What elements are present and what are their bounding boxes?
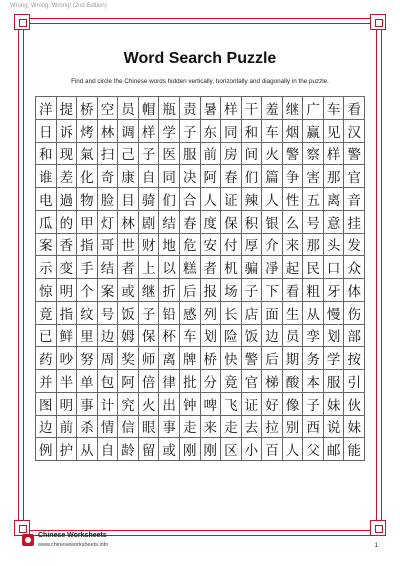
grid-cell[interactable]: 车 <box>262 120 283 143</box>
grid-cell[interactable]: 民 <box>303 256 324 279</box>
grid-cell[interactable]: 那 <box>324 165 345 188</box>
grid-cell[interactable]: 能 <box>344 438 365 461</box>
grid-cell[interactable]: 子 <box>139 302 160 325</box>
page-title: Word Search Puzzle <box>123 50 277 67</box>
grid-cell[interactable]: 车 <box>180 325 201 348</box>
grid-cell[interactable]: 下 <box>262 279 283 302</box>
grid-cell[interactable]: 边 <box>98 325 119 348</box>
grid-cell[interactable]: 务 <box>303 347 324 370</box>
grid-cell[interactable]: 分 <box>201 370 222 393</box>
grid-cell[interactable]: 情 <box>98 416 119 439</box>
grid-cell[interactable]: 后 <box>180 279 201 302</box>
grid-cell[interactable]: 林 <box>118 211 139 234</box>
grid-cell[interactable]: 者 <box>201 256 222 279</box>
grid-cell[interactable]: 干 <box>242 97 263 120</box>
grid-cell[interactable]: 同 <box>159 165 180 188</box>
grid-cell[interactable]: 个 <box>77 279 98 302</box>
grid-cell[interactable]: 走 <box>180 416 201 439</box>
grid-cell[interactable]: 师 <box>139 347 160 370</box>
grid-cell[interactable]: 那 <box>303 234 324 257</box>
grid-cell[interactable]: 過 <box>57 188 78 211</box>
grid-cell[interactable]: 样 <box>139 120 160 143</box>
header-note: Wrong, Wrong, Wrong! (2nd Edition) <box>10 3 107 9</box>
footer-brand: Chinese Worksheets <box>38 532 107 539</box>
grid-cell[interactable]: 保 <box>221 211 242 234</box>
grid-cell[interactable]: 合 <box>180 188 201 211</box>
grid-cell[interactable]: 本 <box>303 370 324 393</box>
grid-cell[interactable]: 烟 <box>283 120 304 143</box>
grid-cell[interactable]: 继 <box>139 279 160 302</box>
grid-cell[interactable]: 刚 <box>201 438 222 461</box>
grid-cell[interactable]: 生 <box>283 302 304 325</box>
grid-cell[interactable]: 香 <box>57 234 78 257</box>
grid-cell[interactable]: 子 <box>303 393 324 416</box>
grid-cell[interactable]: 别 <box>283 416 304 439</box>
grid-cell[interactable]: 上 <box>139 256 160 279</box>
grid-cell[interactable]: 出 <box>159 393 180 416</box>
grid-cell[interactable]: 春 <box>221 165 242 188</box>
grid-cell[interactable]: 继 <box>283 97 304 120</box>
grid-cell[interactable]: 说 <box>324 416 345 439</box>
grid-cell[interactable]: 父 <box>303 438 324 461</box>
grid-cell[interactable]: 意 <box>324 211 345 234</box>
word-search-grid <box>35 96 365 461</box>
grid-cell[interactable]: 百 <box>262 438 283 461</box>
grid-cell[interactable]: 已 <box>36 325 57 348</box>
grid-cell[interactable]: 竟 <box>36 302 57 325</box>
grid-cell[interactable]: 警 <box>283 143 304 166</box>
grid-cell[interactable]: 篇 <box>262 165 283 188</box>
grid-cell[interactable]: 桥 <box>77 97 98 120</box>
grid-cell[interactable]: 瓶 <box>159 97 180 120</box>
grid-cell[interactable]: 机 <box>221 256 242 279</box>
grid-cell[interactable]: 小 <box>242 438 263 461</box>
grid-cell[interactable]: 险 <box>221 325 242 348</box>
grid-cell[interactable]: 体 <box>344 279 365 302</box>
grid-cell[interactable]: 结 <box>98 256 119 279</box>
grid-cell[interactable]: 妹 <box>344 416 365 439</box>
grid-cell[interactable]: 氣 <box>77 143 98 166</box>
grid-cell[interactable]: 图 <box>36 393 57 416</box>
grid-cell[interactable]: 官 <box>242 370 263 393</box>
grid-cell[interactable]: 帽 <box>139 97 160 120</box>
page-number: 1 <box>374 543 378 549</box>
grid-cell[interactable]: 离 <box>324 188 345 211</box>
grid-cell[interactable]: 变 <box>57 256 78 279</box>
footer-url[interactable]: www.chineseworksheets.info <box>38 542 109 548</box>
grid-cell[interactable]: 划 <box>324 325 345 348</box>
grid-cell[interactable]: 扫 <box>98 143 119 166</box>
grid-cell[interactable]: 或 <box>159 438 180 461</box>
grid-cell[interactable]: 察 <box>303 143 324 166</box>
grid-cell[interactable]: 部 <box>344 325 365 348</box>
grid-cell[interactable]: 房 <box>221 143 242 166</box>
grid-cell[interactable]: 来 <box>283 234 304 257</box>
grid-cell[interactable]: 瓜 <box>36 211 57 234</box>
grid-cell[interactable]: 刚 <box>180 438 201 461</box>
grid-cell[interactable]: 安 <box>201 234 222 257</box>
grid-cell[interactable]: 走 <box>221 416 242 439</box>
grid-cell[interactable]: 长 <box>221 302 242 325</box>
grid-cell[interactable]: 样 <box>221 97 242 120</box>
grid-cell[interactable]: 财 <box>139 234 160 257</box>
instructions: Find and circle the Chinese words hidden vertically, horizontally and diagonally in the puzzle. <box>71 78 329 85</box>
grid-cell[interactable]: 留 <box>139 438 160 461</box>
grid-cell[interactable]: 事 <box>159 416 180 439</box>
grid-cell[interactable]: 辣 <box>242 188 263 211</box>
grid-cell[interactable]: 按 <box>344 347 365 370</box>
grid-cell[interactable]: 电 <box>36 188 57 211</box>
grid-cell[interactable]: 见 <box>324 120 345 143</box>
grid-cell[interactable]: 示 <box>36 256 57 279</box>
grid-cell[interactable]: 拉 <box>262 416 283 439</box>
grid-cell[interactable]: 警 <box>344 143 365 166</box>
grid-cell[interactable]: 以 <box>159 256 180 279</box>
grid-cell[interactable]: 案 <box>98 279 119 302</box>
grid-cell[interactable]: 折 <box>159 279 180 302</box>
grid-cell[interactable]: 己 <box>118 143 139 166</box>
grid-cell[interactable]: 介 <box>262 234 283 257</box>
grid-cell[interactable]: 像 <box>283 393 304 416</box>
grid-cell[interactable]: 争 <box>283 165 304 188</box>
grid-cell[interactable]: 差 <box>57 165 78 188</box>
grid-cell[interactable]: 倍 <box>139 370 160 393</box>
grid-cell[interactable]: 学 <box>324 347 345 370</box>
grid-cell[interactable]: 物 <box>77 188 98 211</box>
grid-cell[interactable]: 诉 <box>57 120 78 143</box>
grid-cell[interactable]: 广 <box>303 97 324 120</box>
grid-cell[interactable]: 银 <box>262 211 283 234</box>
grid-cell[interactable]: 付 <box>221 234 242 257</box>
grid-cell[interactable]: 护 <box>57 438 78 461</box>
grid-cell[interactable]: 车 <box>324 97 345 120</box>
grid-cell[interactable]: 暑 <box>201 97 222 120</box>
grid-cell[interactable]: 汉 <box>344 120 365 143</box>
grid-cell[interactable]: 信 <box>118 416 139 439</box>
grid-cell[interactable]: 里 <box>77 325 98 348</box>
grid-cell[interactable]: 龄 <box>118 438 139 461</box>
grid-cell[interactable]: 慢 <box>324 302 345 325</box>
grid-cell[interactable]: 钟 <box>180 393 201 416</box>
grid-cell[interactable]: 眼 <box>139 416 160 439</box>
grid-cell[interactable]: 样 <box>324 143 345 166</box>
grid-cell[interactable]: 律 <box>159 370 180 393</box>
grid-cell[interactable]: 现 <box>57 143 78 166</box>
grid-cell[interactable]: 边 <box>262 325 283 348</box>
grid-cell[interactable]: 调 <box>118 120 139 143</box>
grid-cell[interactable]: 骗 <box>242 256 263 279</box>
grid-cell[interactable]: 度 <box>201 211 222 234</box>
grid-cell[interactable]: 们 <box>159 188 180 211</box>
grid-cell[interactable]: 杯 <box>159 325 180 348</box>
grid-cell[interactable]: 周 <box>98 347 119 370</box>
grid-cell[interactable]: 明 <box>57 279 78 302</box>
grid-cell[interactable]: 事 <box>77 393 98 416</box>
grid-cell[interactable]: 责 <box>180 97 201 120</box>
grid-cell[interactable]: 羞 <box>262 97 283 120</box>
grid-cell[interactable]: 或 <box>118 279 139 302</box>
grid-cell[interactable]: 员 <box>283 325 304 348</box>
grid-cell[interactable]: 奇 <box>98 165 119 188</box>
grid-cell[interactable]: 去 <box>242 416 263 439</box>
grid-cell[interactable]: 火 <box>262 143 283 166</box>
grid-cell[interactable]: 医 <box>159 143 180 166</box>
grid-cell[interactable]: 引 <box>344 370 365 393</box>
grid-cell[interactable]: 危 <box>180 234 201 257</box>
grid-cell[interactable]: 提 <box>57 97 78 120</box>
grid-cell[interactable]: 西 <box>303 416 324 439</box>
grid-cell[interactable]: 鲜 <box>57 325 78 348</box>
grid-cell[interactable]: 日 <box>36 120 57 143</box>
corner-ornament-top-left <box>14 14 30 30</box>
grid-cell[interactable]: 决 <box>180 165 201 188</box>
grid-cell[interactable]: 离 <box>159 347 180 370</box>
grid-cell[interactable]: 包 <box>98 370 119 393</box>
grid-cell[interactable]: 饭 <box>242 325 263 348</box>
grid-cell[interactable]: 害 <box>303 165 324 188</box>
grid-cell[interactable]: 阿 <box>201 165 222 188</box>
grid-cell[interactable]: 明 <box>57 393 78 416</box>
grid-cell[interactable]: 康 <box>118 165 139 188</box>
grid-cell[interactable]: 店 <box>242 302 263 325</box>
grid-cell[interactable]: 世 <box>118 234 139 257</box>
grid-cell[interactable]: 警 <box>242 347 263 370</box>
grid-cell[interactable]: 人 <box>283 438 304 461</box>
grid-cell[interactable]: 阿 <box>118 370 139 393</box>
grid-cell[interactable]: 牙 <box>324 279 345 302</box>
grid-cell[interactable]: 批 <box>180 370 201 393</box>
grid-cell[interactable]: 众 <box>344 256 365 279</box>
grid-cell[interactable]: 惊 <box>36 279 57 302</box>
grid-cell[interactable]: 看 <box>344 97 365 120</box>
grid-cell[interactable]: 飞 <box>221 393 242 416</box>
grid-cell[interactable]: 化 <box>77 165 98 188</box>
grid-cell[interactable]: 看 <box>283 279 304 302</box>
grid-cell[interactable]: 来 <box>201 416 222 439</box>
grid-cell[interactable]: 员 <box>118 97 139 120</box>
grid-cell[interactable]: 口 <box>324 256 345 279</box>
grid-cell[interactable]: 脸 <box>98 188 119 211</box>
corner-ornament-bottom-right <box>370 520 386 536</box>
grid-cell[interactable]: 积 <box>242 211 263 234</box>
grid-cell[interactable]: 邮 <box>324 438 345 461</box>
grid-cell[interactable]: 子 <box>242 279 263 302</box>
grid-cell[interactable]: 列 <box>201 302 222 325</box>
grid-cell[interactable]: 洋 <box>36 97 57 120</box>
grid-cell[interactable]: 纹 <box>77 302 98 325</box>
grid-cell[interactable]: 头 <box>324 234 345 257</box>
grid-cell[interactable]: 半 <box>57 370 78 393</box>
grid-cell[interactable]: 案 <box>36 234 57 257</box>
grid-cell[interactable]: 东 <box>201 120 222 143</box>
grid-cell[interactable]: 前 <box>57 416 78 439</box>
grid-cell[interactable]: 证 <box>221 188 242 211</box>
grid-cell[interactable]: 剧 <box>139 211 160 234</box>
grid-cell[interactable]: 么 <box>283 211 304 234</box>
grid-cell[interactable]: 甲 <box>77 211 98 234</box>
brand-logo-icon <box>22 534 34 546</box>
grid-cell[interactable]: 究 <box>118 393 139 416</box>
grid-cell[interactable]: 饭 <box>118 302 139 325</box>
grid-cell[interactable]: 糕 <box>180 256 201 279</box>
grid-cell[interactable]: 凈 <box>262 256 283 279</box>
grid-cell[interactable]: 酸 <box>283 370 304 393</box>
grid-cell[interactable]: 谁 <box>36 165 57 188</box>
grid-cell[interactable]: 间 <box>242 143 263 166</box>
grid-cell[interactable]: 期 <box>283 347 304 370</box>
grid-cell[interactable]: 梯 <box>262 370 283 393</box>
grid-cell[interactable]: 从 <box>77 438 98 461</box>
grid-cell[interactable]: 子 <box>139 143 160 166</box>
grid-cell[interactable]: 音 <box>344 188 365 211</box>
grid-cell[interactable]: 孪 <box>303 325 324 348</box>
grid-cell[interactable]: 发 <box>344 234 365 257</box>
grid-cell[interactable]: 号 <box>98 302 119 325</box>
grid-cell[interactable]: 计 <box>98 393 119 416</box>
grid-cell[interactable]: 号 <box>303 211 324 234</box>
grid-cell[interactable]: 们 <box>242 165 263 188</box>
grid-cell[interactable]: 前 <box>201 143 222 166</box>
grid-cell[interactable]: 人 <box>262 188 283 211</box>
grid-cell[interactable]: 竟 <box>221 370 242 393</box>
grid-cell[interactable]: 起 <box>283 256 304 279</box>
grid-cell[interactable]: 子 <box>180 120 201 143</box>
grid-cell[interactable]: 者 <box>118 256 139 279</box>
grid-cell[interactable]: 服 <box>324 370 345 393</box>
corner-ornament-top-right <box>370 14 386 30</box>
grid-cell[interactable]: 快 <box>221 347 242 370</box>
grid-cell[interactable]: 妹 <box>324 393 345 416</box>
grid-cell[interactable]: 服 <box>180 143 201 166</box>
grid-cell[interactable]: 药 <box>36 347 57 370</box>
grid-cell[interactable]: 性 <box>283 188 304 211</box>
grid-cell[interactable]: 五 <box>303 188 324 211</box>
grid-cell[interactable]: 面 <box>262 302 283 325</box>
grid-cell[interactable]: 保 <box>139 325 160 348</box>
grid-cell[interactable]: 林 <box>98 120 119 143</box>
grid-cell[interactable]: 好 <box>262 393 283 416</box>
grid-cell[interactable]: 挂 <box>344 211 365 234</box>
grid-cell[interactable]: 骑 <box>139 188 160 211</box>
grid-cell[interactable]: 场 <box>221 279 242 302</box>
grid-cell[interactable]: 并 <box>36 370 57 393</box>
grid-cell[interactable]: 的 <box>57 211 78 234</box>
grid-cell[interactable]: 牌 <box>180 347 201 370</box>
grid-cell[interactable]: 杀 <box>77 416 98 439</box>
grid-cell[interactable]: 证 <box>242 393 263 416</box>
grid-cell[interactable]: 人 <box>201 188 222 211</box>
grid-cell[interactable]: 报 <box>201 279 222 302</box>
grid-cell[interactable]: 手 <box>77 256 98 279</box>
grid-cell[interactable]: 地 <box>159 234 180 257</box>
grid-cell[interactable]: 空 <box>98 97 119 120</box>
grid-cell[interactable]: 吵 <box>57 347 78 370</box>
grid-cell[interactable]: 努 <box>77 347 98 370</box>
grid-cell[interactable]: 铅 <box>159 302 180 325</box>
grid-cell[interactable]: 火 <box>139 393 160 416</box>
grid-cell[interactable]: 奖 <box>118 347 139 370</box>
grid-cell[interactable]: 单 <box>77 370 98 393</box>
grid-cell[interactable]: 感 <box>180 302 201 325</box>
grid-cell[interactable]: 灯 <box>98 211 119 234</box>
grid-cell[interactable]: 赢 <box>303 120 324 143</box>
grid-cell[interactable]: 哥 <box>98 234 119 257</box>
grid-cell[interactable]: 自 <box>139 165 160 188</box>
grid-cell[interactable]: 学 <box>159 120 180 143</box>
grid-cell[interactable]: 指 <box>57 302 78 325</box>
grid-cell[interactable]: 从 <box>303 302 324 325</box>
grid-cell[interactable]: 自 <box>98 438 119 461</box>
grid-cell[interactable]: 例 <box>36 438 57 461</box>
grid-cell[interactable]: 后 <box>262 347 283 370</box>
grid-cell[interactable]: 边 <box>36 416 57 439</box>
grid-cell[interactable]: 粗 <box>303 279 324 302</box>
grid-cell[interactable]: 伤 <box>344 302 365 325</box>
grid-cell[interactable]: 官 <box>344 165 365 188</box>
grid-cell[interactable]: 厚 <box>242 234 263 257</box>
grid-cell[interactable]: 桥 <box>201 347 222 370</box>
grid-cell[interactable]: 啤 <box>201 393 222 416</box>
grid-cell[interactable]: 同 <box>221 120 242 143</box>
grid-cell[interactable]: 伙 <box>344 393 365 416</box>
grid-cell[interactable]: 和 <box>36 143 57 166</box>
grid-cell[interactable]: 春 <box>180 211 201 234</box>
grid-cell[interactable]: 区 <box>221 438 242 461</box>
grid-cell[interactable]: 目 <box>118 188 139 211</box>
grid-cell[interactable]: 和 <box>242 120 263 143</box>
grid-cell[interactable]: 姆 <box>118 325 139 348</box>
grid-cell[interactable]: 划 <box>201 325 222 348</box>
grid-cell[interactable]: 指 <box>77 234 98 257</box>
grid-cell[interactable]: 烤 <box>77 120 98 143</box>
grid-cell[interactable]: 结 <box>159 211 180 234</box>
